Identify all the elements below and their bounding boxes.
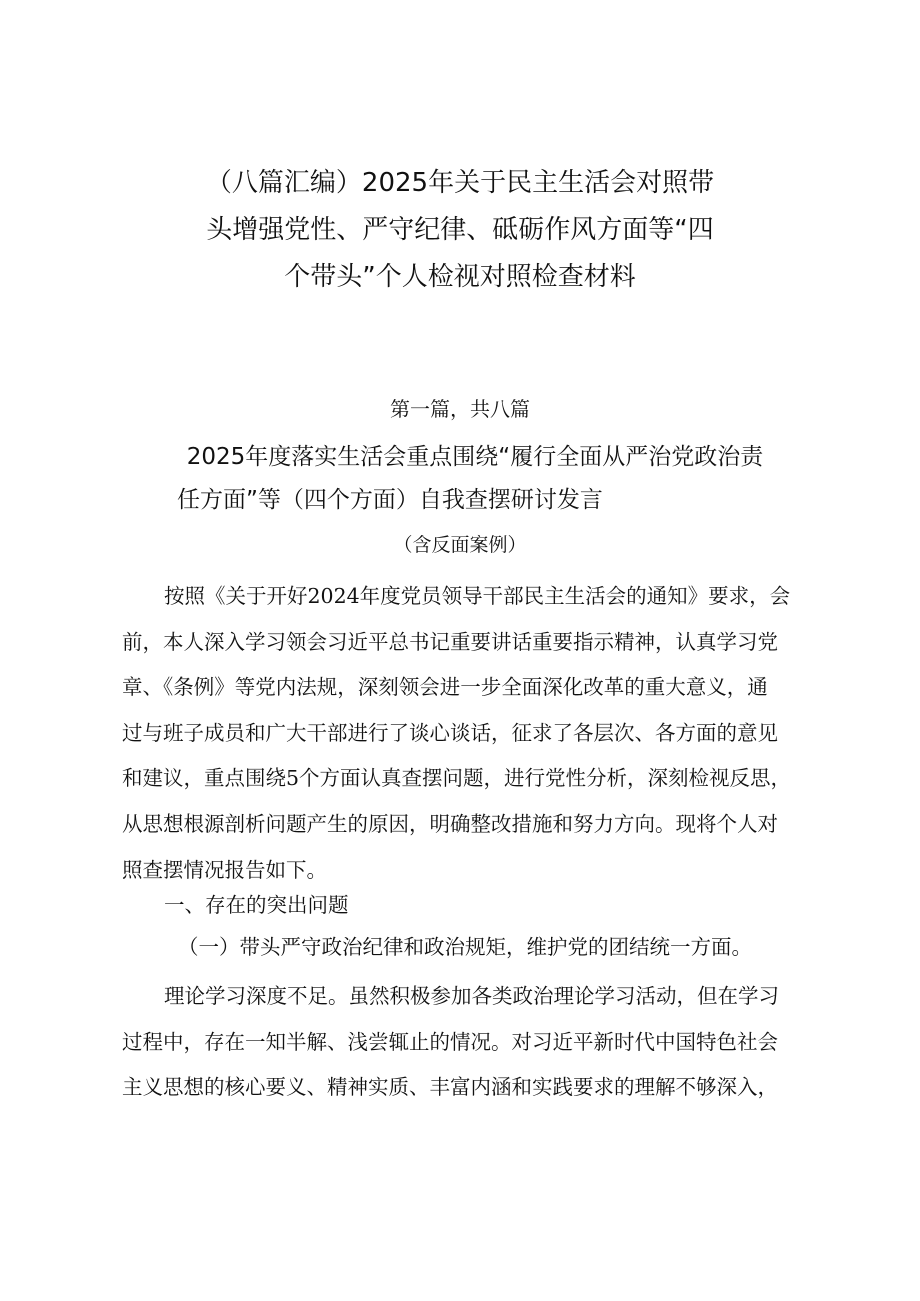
paragraph-line: 前，本人深入学习领会习近平总书记重要讲话重要指示精神，认真学习党 bbox=[122, 629, 778, 654]
section-heading: 一、存在的突出问题 bbox=[164, 893, 349, 917]
title-line: 个带头”个人检视对照检查材料 bbox=[284, 262, 636, 292]
paragraph-line: 从思想根源剖析问题产生的原因，明确整改措施和努力方向。现将个人对 bbox=[122, 811, 778, 836]
subtitle-line: 任方面”等（四个方面）自我查摆研讨发言 bbox=[177, 487, 603, 513]
paragraph-line: 过与班子成员和广大干部进行了谈心谈话，征求了各层次、各方面的意见 bbox=[122, 720, 778, 745]
document-title bbox=[0, 160, 920, 301]
paragraph-line: 主义思想的核心要义、精神实质、丰富内涵和实践要求的理解不够深入， bbox=[122, 1075, 778, 1100]
paragraph-line: 章、《条例》等党内法规，深刻领会进一步全面深化改革的重大意义，通 bbox=[122, 675, 768, 700]
body-paragraph bbox=[122, 974, 812, 1111]
paragraph-line: 按照《关于开好2024年度党员领导干部民主生活会的通知》要求，会 bbox=[164, 584, 791, 608]
intro-paragraph bbox=[122, 574, 812, 893]
paragraph-line: 和建议，重点围绕5个方面认真查摆问题，进行党性分析，深刻检视反思， bbox=[122, 766, 792, 791]
paragraph-line: 照查摆情况报告如下。 bbox=[122, 857, 327, 882]
part-label: 第一篇，共八篇 bbox=[390, 397, 530, 421]
subtitle-note: （含反面案例） bbox=[393, 534, 527, 556]
paragraph-line: 过程中，存在一知半解、浅尝辄止的情况。对习近平新时代中国特色社会 bbox=[122, 1029, 778, 1054]
article-subtitle bbox=[0, 436, 920, 522]
sub-heading: （一）带头严守政治纪律和政治规矩，维护党的团结统一方面。 bbox=[178, 935, 752, 959]
paragraph-line: 理论学习深度不足。虽然积极参加各类政治理论学习活动，但在学习 bbox=[164, 984, 779, 1008]
subtitle-line: 2025年度落实生活会重点围绕“履行全面从严治党政治责 bbox=[186, 444, 764, 470]
title-line: 头增强党性、严守纪律、砥砺作风方面等“四 bbox=[206, 215, 714, 245]
title-line: （八篇汇编）2025年关于民主生活会对照带 bbox=[205, 168, 715, 198]
